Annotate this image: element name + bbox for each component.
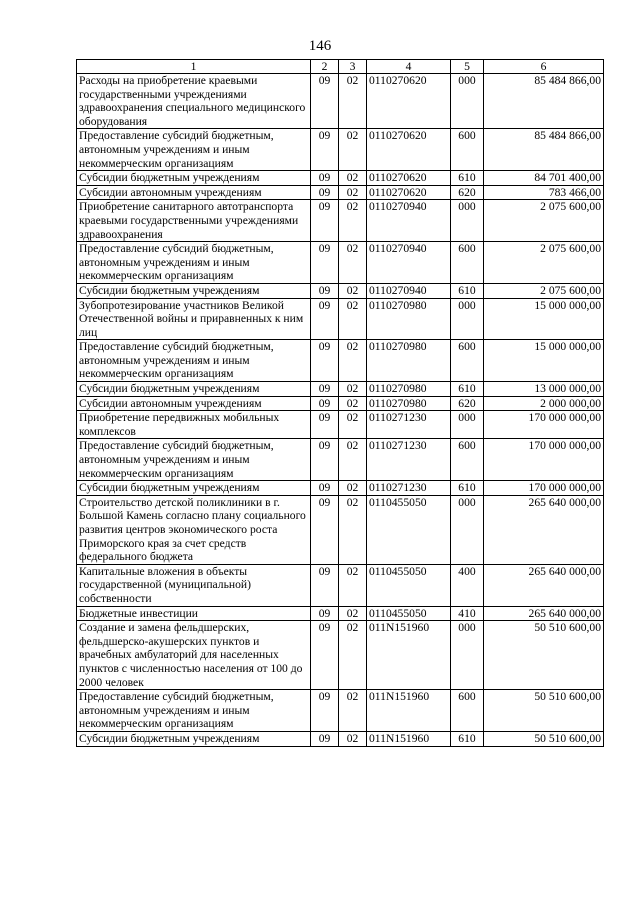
target-article-code: 011N151960 [367,621,451,690]
section-code: 09 [311,495,339,564]
expense-type-code: 400 [451,564,484,606]
item-name: Предоставление субсидий бюджетным, автономным учреждениям и иным некоммерческим организациям [77,439,311,481]
target-article-code: 0110270980 [367,298,451,340]
section-code: 09 [311,129,339,171]
expense-type-code: 610 [451,731,484,746]
item-name: Предоставление субсидий бюджетным, автономным учреждениям и иным некоммерческим организациям [77,129,311,171]
table-row [77,340,604,382]
target-article-code: 0110270620 [367,129,451,171]
subsection-code: 02 [339,439,367,481]
section-code: 09 [311,690,339,732]
header-col-4: 4 [367,60,451,74]
subsection-code: 02 [339,382,367,397]
amount-value: 50 510 600,00 [484,690,604,732]
item-name: Субсидии автономным учреждениям [77,185,311,200]
budget-table [76,59,604,747]
target-article-code: 0110270940 [367,200,451,242]
subsection-code: 02 [339,731,367,746]
expense-type-code: 600 [451,129,484,171]
item-name: Субсидии бюджетным учреждениям [77,171,311,186]
item-name: Строительство детской поликлиники в г. Большой Камень согласно плану социального развития центров экономического роста Приморского края за счет средств федерального бюджета [77,495,311,564]
header-row [77,60,604,74]
item-name: Субсидии бюджетным учреждениям [77,382,311,397]
table-row [77,200,604,242]
section-code: 09 [311,340,339,382]
expense-type-code: 610 [451,481,484,496]
amount-value: 170 000 000,00 [484,481,604,496]
expense-type-code: 610 [451,283,484,298]
expense-type-code: 600 [451,242,484,284]
subsection-code: 02 [339,129,367,171]
expense-type-code: 600 [451,690,484,732]
table-row [77,242,604,284]
section-code: 09 [311,481,339,496]
header-col-3: 3 [339,60,367,74]
page-number: 146 [308,38,332,54]
subsection-code: 02 [339,564,367,606]
table-row [77,396,604,411]
item-name: Создание и замена фельдшерских, фельдшерско-акушерских пунктов и врачебных амбулаторий для населенных пунктов с численностью населения от 100 до 2000 человек [77,621,311,690]
target-article-code: 0110271230 [367,481,451,496]
target-article-code: 0110271230 [367,439,451,481]
table-row [77,411,604,439]
amount-value: 13 000 000,00 [484,382,604,397]
expense-type-code: 610 [451,382,484,397]
item-name: Капитальные вложения в объекты государственной (муниципальной) собственности [77,564,311,606]
section-code: 09 [311,382,339,397]
table-row [77,298,604,340]
table-row [77,621,604,690]
table-row [77,283,604,298]
subsection-code: 02 [339,242,367,284]
target-article-code: 0110455050 [367,495,451,564]
section-code: 09 [311,185,339,200]
subsection-code: 02 [339,606,367,621]
target-article-code: 0110270980 [367,382,451,397]
subsection-code: 02 [339,283,367,298]
header-col-5: 5 [451,60,484,74]
item-name: Приобретение передвижных мобильных комплексов [77,411,311,439]
section-code: 09 [311,439,339,481]
expense-type-code: 620 [451,396,484,411]
table-row [77,481,604,496]
amount-value: 783 466,00 [484,185,604,200]
amount-value: 84 701 400,00 [484,171,604,186]
item-name: Приобретение санитарного автотранспорта краевыми государственными учреждениями здравоохранения [77,200,311,242]
item-name: Расходы на приобретение краевыми государственными учреждениями здравоохранения специального медицинского оборудования [77,74,311,129]
header-col-1: 1 [77,60,311,74]
subsection-code: 02 [339,621,367,690]
subsection-code: 02 [339,200,367,242]
expense-type-code: 620 [451,185,484,200]
item-name: Предоставление субсидий бюджетным, автономным учреждениям и иным некоммерческим организациям [77,242,311,284]
amount-value: 2 075 600,00 [484,200,604,242]
amount-value: 15 000 000,00 [484,298,604,340]
amount-value: 170 000 000,00 [484,411,604,439]
target-article-code: 011N151960 [367,731,451,746]
target-article-code: 0110455050 [367,606,451,621]
amount-value: 2 075 600,00 [484,242,604,284]
target-article-code: 0110270620 [367,171,451,186]
section-code: 09 [311,200,339,242]
expense-type-code: 000 [451,411,484,439]
subsection-code: 02 [339,411,367,439]
item-name: Бюджетные инвестиции [77,606,311,621]
amount-value: 85 484 866,00 [484,129,604,171]
item-name: Субсидии бюджетным учреждениям [77,481,311,496]
item-name: Субсидии бюджетным учреждениям [77,731,311,746]
table-row [77,731,604,746]
section-code: 09 [311,298,339,340]
item-name: Субсидии бюджетным учреждениям [77,283,311,298]
amount-value: 15 000 000,00 [484,340,604,382]
amount-value: 50 510 600,00 [484,731,604,746]
table-row [77,690,604,732]
amount-value: 265 640 000,00 [484,495,604,564]
amount-value: 265 640 000,00 [484,564,604,606]
table-row [77,129,604,171]
header-col-6: 6 [484,60,604,74]
expense-type-code: 600 [451,439,484,481]
section-code: 09 [311,606,339,621]
expense-type-code: 000 [451,495,484,564]
subsection-code: 02 [339,298,367,340]
header-col-2: 2 [311,60,339,74]
amount-value: 265 640 000,00 [484,606,604,621]
target-article-code: 0110270980 [367,340,451,382]
expense-type-code: 600 [451,340,484,382]
subsection-code: 02 [339,396,367,411]
table-row [77,382,604,397]
amount-value: 2 075 600,00 [484,283,604,298]
amount-value: 50 510 600,00 [484,621,604,690]
item-name: Зубопротезирование участников Великой Отечественной войны и приравненных к ним лиц [77,298,311,340]
target-article-code: 011N151960 [367,690,451,732]
expense-type-code: 410 [451,606,484,621]
subsection-code: 02 [339,690,367,732]
expense-type-code: 610 [451,171,484,186]
target-article-code: 0110271230 [367,411,451,439]
table-row [77,495,604,564]
target-article-code: 0110270620 [367,185,451,200]
item-name: Предоставление субсидий бюджетным, автономным учреждениям и иным некоммерческим организациям [77,690,311,732]
table-row [77,606,604,621]
subsection-code: 02 [339,185,367,200]
amount-value: 170 000 000,00 [484,439,604,481]
section-code: 09 [311,411,339,439]
table-row [77,564,604,606]
section-code: 09 [311,242,339,284]
section-code: 09 [311,731,339,746]
subsection-code: 02 [339,340,367,382]
expense-type-code: 000 [451,200,484,242]
amount-value: 85 484 866,00 [484,74,604,129]
section-code: 09 [311,621,339,690]
table-row [77,74,604,129]
expense-type-code: 000 [451,621,484,690]
table-body [77,74,604,747]
target-article-code: 0110270940 [367,283,451,298]
table-row [77,171,604,186]
item-name: Предоставление субсидий бюджетным, автономным учреждениям и иным некоммерческим организациям [77,340,311,382]
section-code: 09 [311,564,339,606]
expense-type-code: 000 [451,298,484,340]
target-article-code: 0110270980 [367,396,451,411]
section-code: 09 [311,283,339,298]
subsection-code: 02 [339,74,367,129]
target-article-code: 0110455050 [367,564,451,606]
section-code: 09 [311,396,339,411]
subsection-code: 02 [339,171,367,186]
section-code: 09 [311,171,339,186]
subsection-code: 02 [339,481,367,496]
item-name: Субсидии автономным учреждениям [77,396,311,411]
amount-value: 2 000 000,00 [484,396,604,411]
subsection-code: 02 [339,495,367,564]
section-code: 09 [311,74,339,129]
table-row [77,439,604,481]
target-article-code: 0110270620 [367,74,451,129]
table-row [77,185,604,200]
expense-type-code: 000 [451,74,484,129]
target-article-code: 0110270940 [367,242,451,284]
